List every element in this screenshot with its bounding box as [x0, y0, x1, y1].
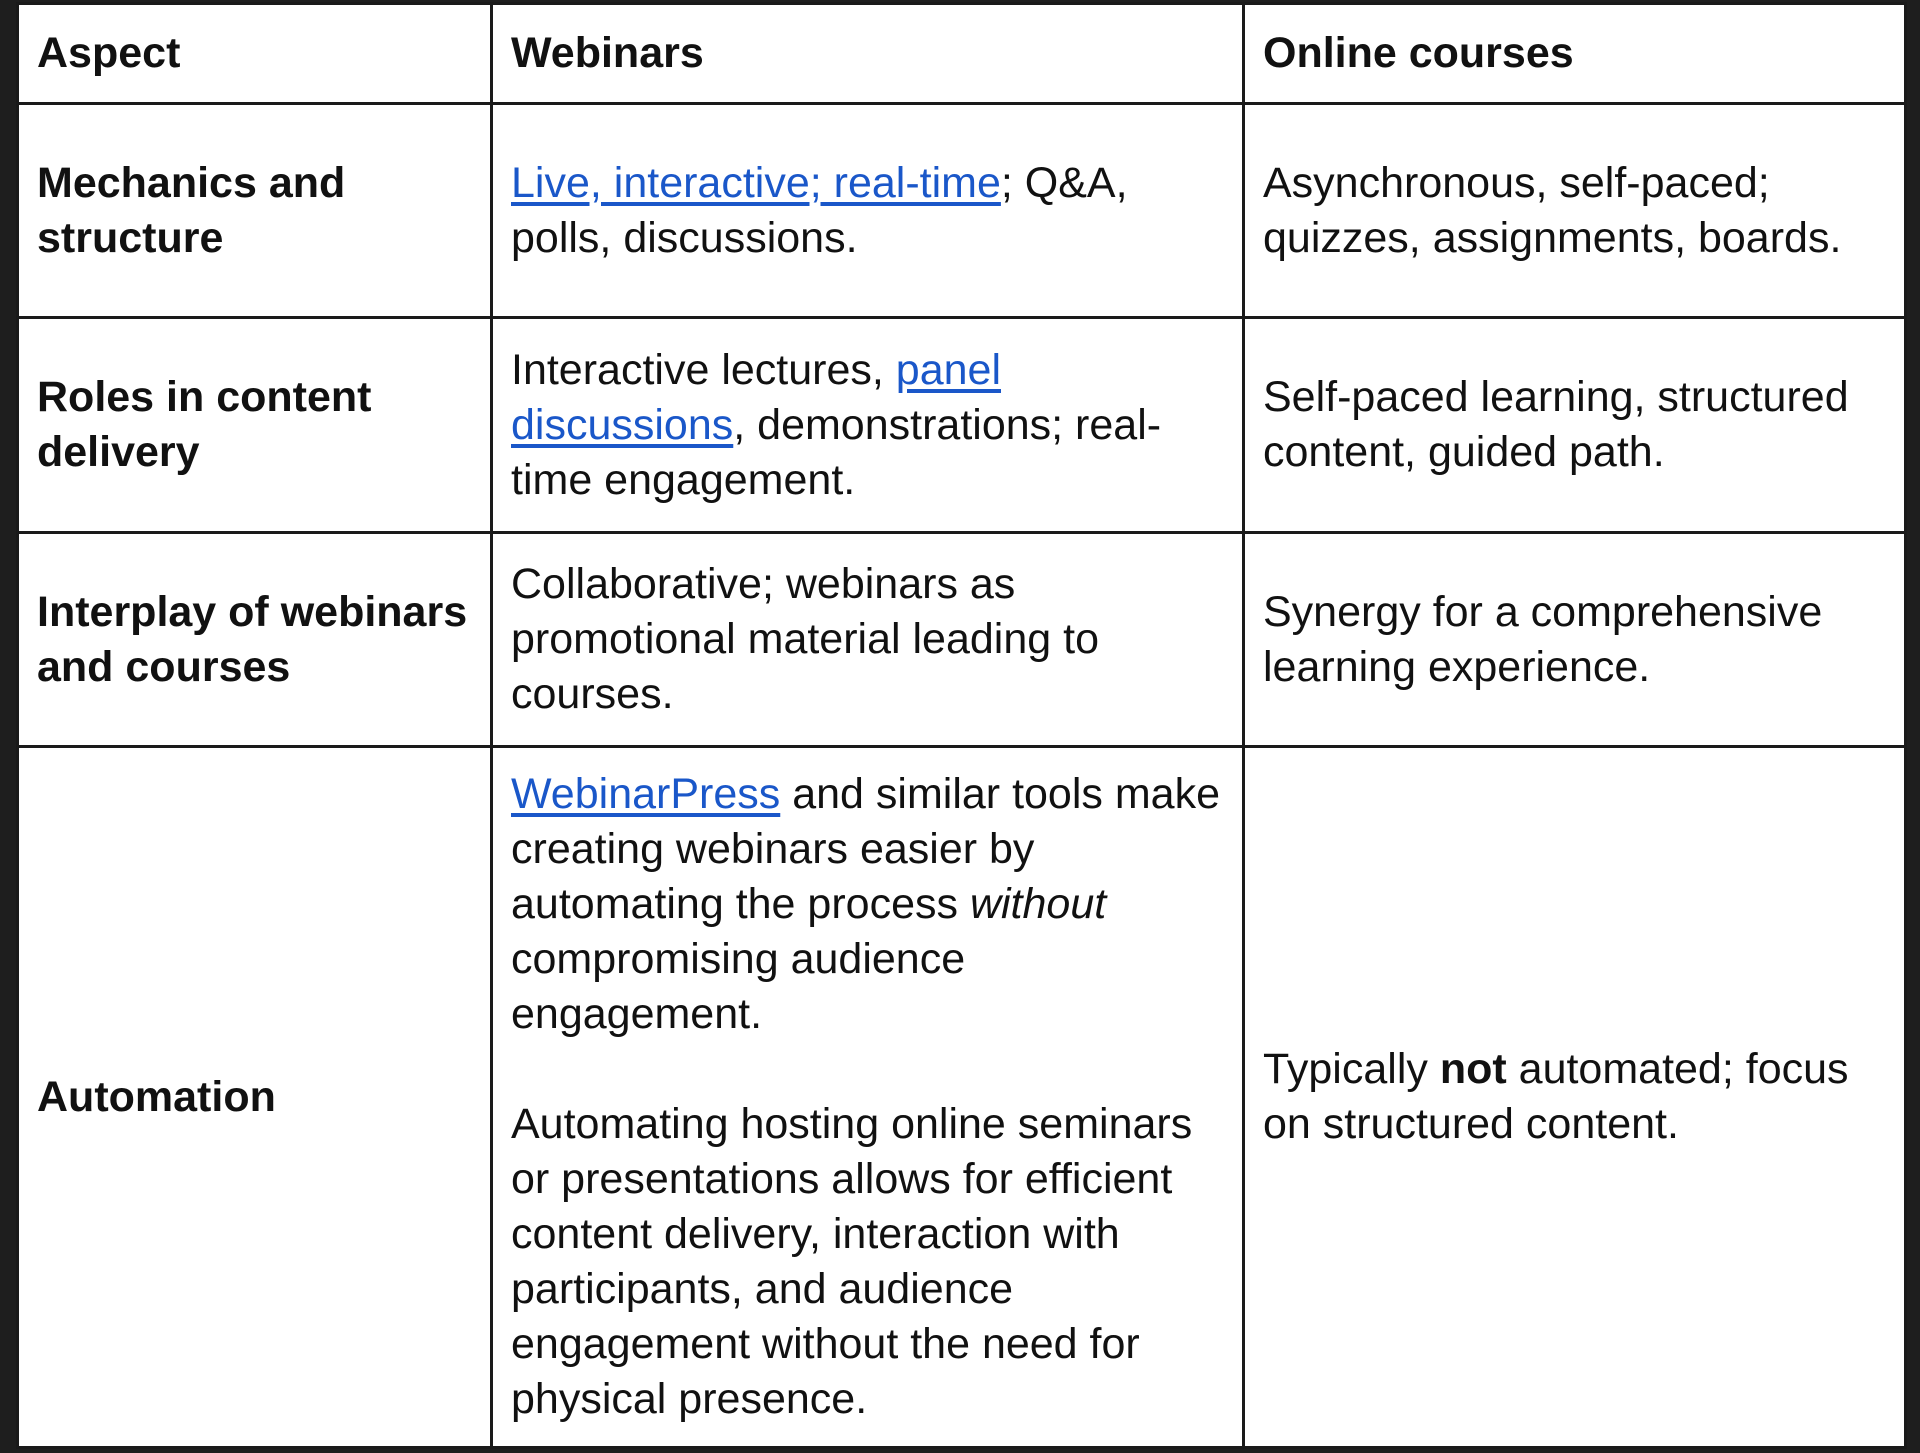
webinars-cell — [492, 747, 1244, 1448]
webinars-text: and similar tools make creating webinars easier by automating the process — [511, 770, 1220, 929]
webinarpress-link[interactable]: WebinarPress — [511, 770, 781, 819]
live-interactive-link[interactable]: Live, interactive; real-time — [511, 158, 1001, 207]
header-aspect: Aspect — [18, 4, 492, 104]
aspect-cell: Interplay of webinars and courses — [18, 533, 492, 747]
courses-cell: Synergy for a comprehensive learning experience. — [1244, 533, 1906, 747]
courses-text: Typically — [1263, 1045, 1440, 1094]
header-webinars: Webinars — [492, 4, 1244, 104]
courses-text: automated; focus on structured content. — [1263, 1045, 1849, 1149]
webinars-text: , demonstrations; real-time engagement. — [511, 400, 1162, 504]
webinars-cell — [492, 318, 1244, 533]
webinars-paragraph: Automating hosting online seminars or presentations allows for efficient content delivery, interaction with participants, and audience engagement without the need for physical presence. — [511, 1100, 1193, 1424]
aspect-cell: Automation — [18, 747, 492, 1448]
panel-discussions-link[interactable]: panel discussions — [511, 345, 1001, 449]
table-row — [18, 104, 1906, 318]
webinars-cell: Collaborative; webinars as promotional material leading to courses. — [492, 533, 1244, 747]
comparison-table — [16, 2, 1907, 1449]
webinars-paragraph — [511, 767, 1224, 1042]
emphasis-text: not — [1439, 1045, 1507, 1094]
table-row — [18, 747, 1906, 1448]
webinars-text: compromising audience engagement. — [511, 935, 966, 1039]
table-row — [18, 533, 1906, 747]
courses-cell — [1244, 747, 1906, 1448]
aspect-cell: Roles in content delivery — [18, 318, 492, 533]
table-row — [18, 318, 1906, 533]
courses-cell: Asynchronous, self-paced; quizzes, assignments, boards. — [1244, 104, 1906, 318]
webinars-cell — [492, 104, 1244, 318]
header-row — [18, 4, 1906, 104]
header-online-courses: Online courses — [1244, 4, 1906, 104]
courses-cell: Self-paced learning, structured content, guided path. — [1244, 318, 1906, 533]
aspect-cell: Mechanics and structure — [18, 104, 492, 318]
webinars-text: ; Q&A, polls, discussions. — [511, 158, 1128, 262]
webinars-text: Interactive lectures, — [511, 345, 896, 394]
emphasis-text: without — [969, 880, 1107, 929]
